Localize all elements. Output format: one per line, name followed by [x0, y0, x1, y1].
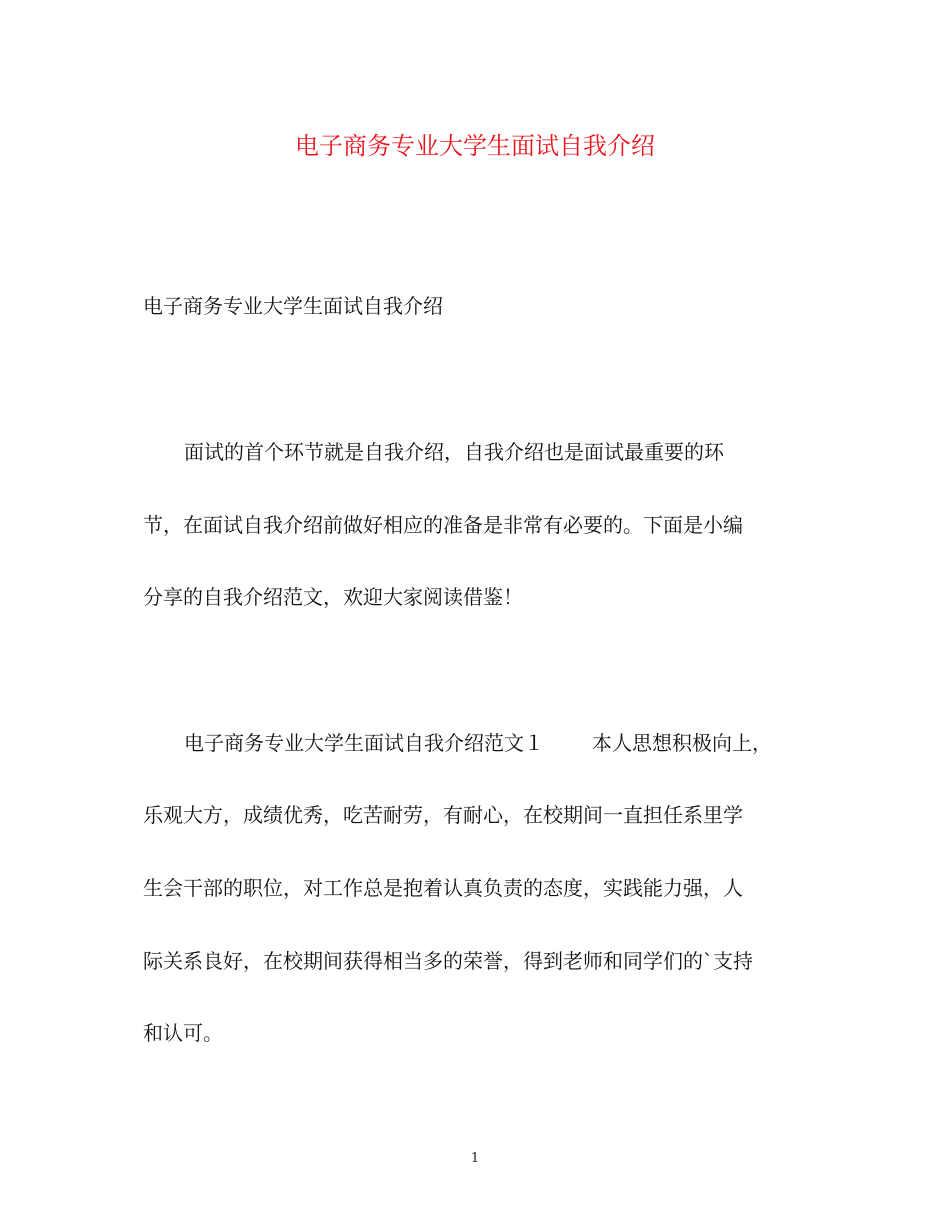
document-title: 电子商务专业大学生面试自我介绍	[295, 132, 655, 160]
sample-first-line	[184, 728, 772, 758]
sample-line-1: 乐观大方，成绩优秀，吃苦耐劳，有耐心，在校期间一直担任系里学	[143, 803, 743, 827]
intro-line-3: 分享的自我介绍范文，欢迎大家阅读借鉴！	[143, 585, 523, 609]
document-subtitle: 电子商务专业大学生面试自我介绍	[143, 294, 443, 318]
page-number: 1	[470, 1151, 480, 1166]
intro-line-1: 面试的首个环节就是自我介绍，自我介绍也是面试最重要的环	[184, 440, 724, 464]
intro-line-2: 节，在面试自我介绍前做好相应的准备是非常有必要的。下面是小编	[143, 513, 743, 537]
sample-line-3: 际关系良好，在校期间获得相当多的荣誉，得到老师和同学们的`支持	[143, 949, 753, 973]
sample-first-text: 本人思想积极向上，	[592, 731, 772, 755]
sample-line-2: 生会干部的职位，对工作总是抱着认真负责的态度，实践能力强，人	[143, 876, 743, 900]
sample-line-4: 和认可。	[143, 1021, 223, 1045]
sample-heading: 电子商务专业大学生面试自我介绍范文１	[184, 731, 544, 755]
